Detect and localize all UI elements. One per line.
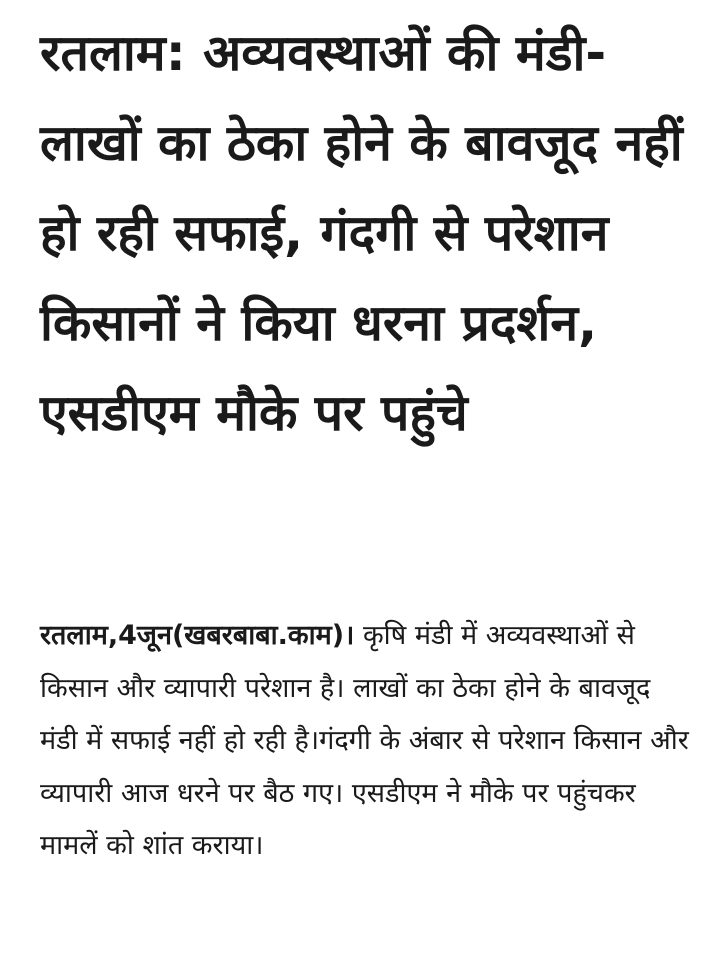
- news-article: [40, 0, 690, 861]
- article-dateline: रतलाम,4जून(खबरबाबा.काम)।: [40, 620, 355, 651]
- article-body-text: कृषि मंडी में अव्यवस्थाओं से किसान और व्यापारी परेशान है। लाखों का ठेका होने के बावजूद मंडी में सफाई नहीं हो रही है।गंदगी के अंबार से परेशान किसान और व्यापारी आज धरने पर बैठ गए। एसडीएम ने मौके पर पहुंचकर मामलें को शांत कराया।: [40, 620, 689, 861]
- article-body: [40, 610, 690, 873]
- article-headline: रतलाम: अव्यवस्थाओं की मंडी-लाखों का ठेका होने के बावजूद नहीं हो रही सफाई, गंदगी से परेशान किसानों ने किया धरना प्रदर्शन, एसडीएम मौके पर पहुंचे: [40, 24, 683, 442]
